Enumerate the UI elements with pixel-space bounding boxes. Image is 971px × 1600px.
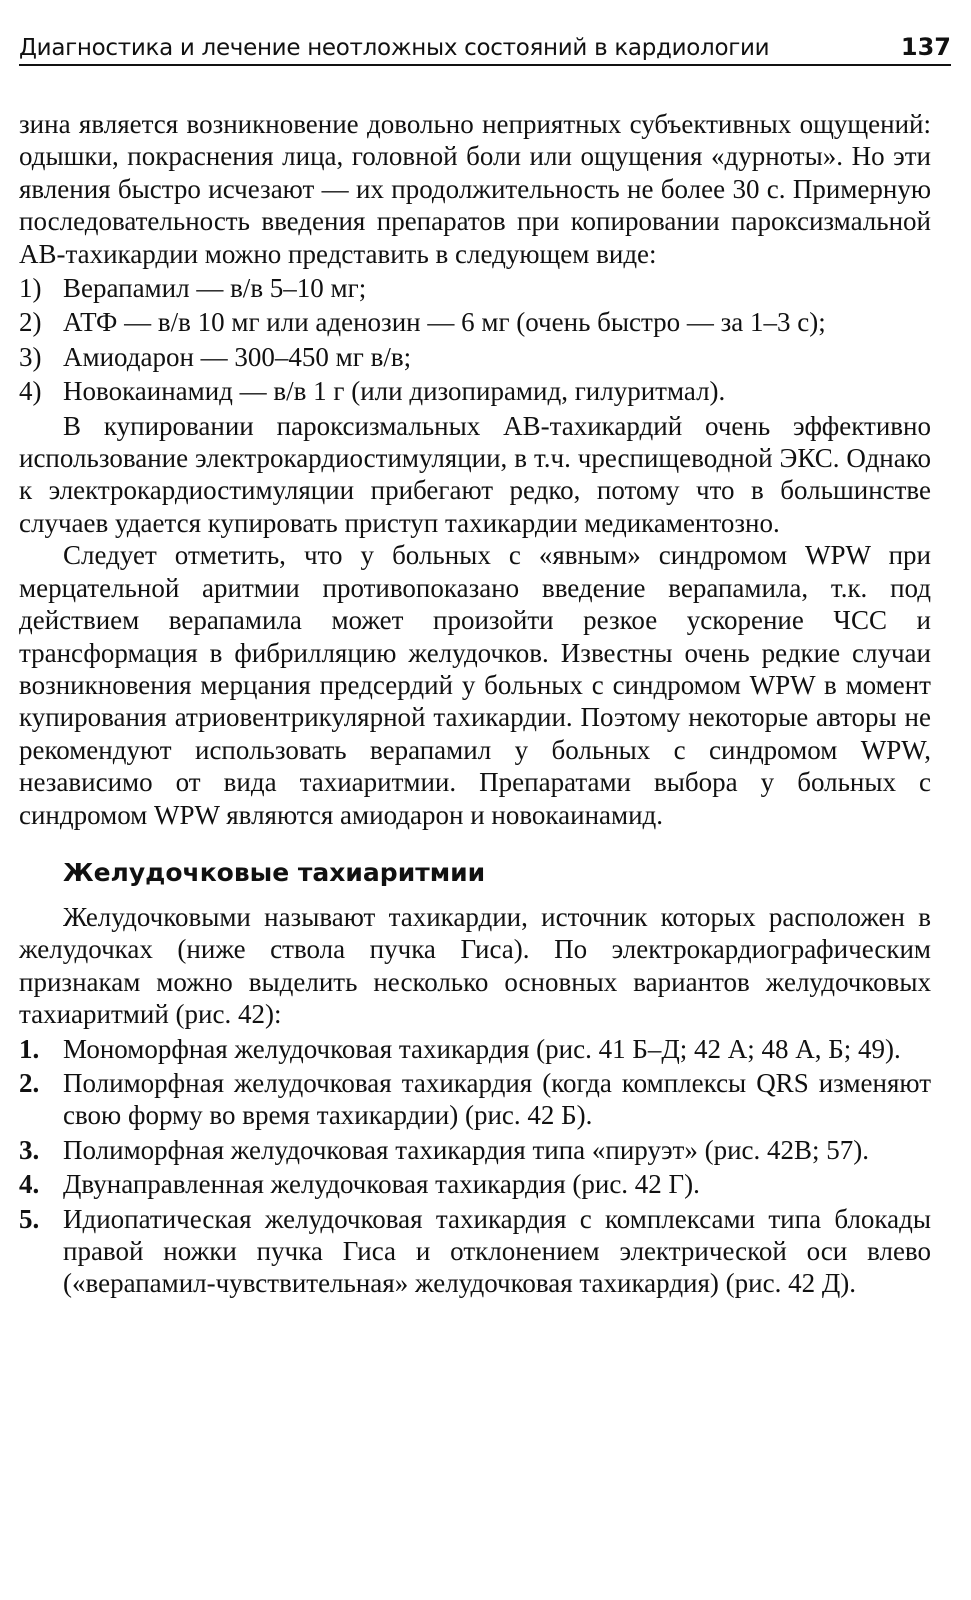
paragraph-wpw: Следует отметить, что у больных с «явным» синдромом WPW при мерцательной аритмии противопоказано введение верапамила, т.к. под действием верапамила может произойти резкое ускорение ЧСС и трансформация в фибрилляцию желудочков. Известны очень редкие случаи возникновения мерцания предсердий у больных с синдромом WPW в момент купирования атриовентрикулярной тахикардии. Поэтому некоторые авторы не рекомендуют использовать верапамил у больных с синдромом WPW, независимо от вида тахиаритмии. Препаратами выбора у больных с синдромом WPW являются амиодарон и новокаинамид. — [19, 540, 931, 830]
page-body — [19, 108, 931, 1302]
list-item — [19, 1168, 931, 1200]
list-item — [19, 1203, 931, 1300]
list-item-number: 2) — [19, 307, 42, 338]
list-item-number: 4. — [19, 1169, 40, 1200]
arrhythmia-types-list — [19, 1033, 931, 1300]
paragraph-pacing: В купировании пароксизмальных АВ-тахикардий очень эффективно использование электрокардиостимуляции, в т.ч. чреспищеводной ЭКС. Однако к электрокардиостимуляции прибегают редко, потому что в большинстве случаев удается купировать приступ тахикардии медикаментозно. — [19, 410, 931, 538]
list-item-number: 1. — [19, 1033, 40, 1064]
list-item-text: Идиопатическая желудочковая тахикардия с комплексами типа блокады правой ножки пучка Гиса и отклонением электрической оси влево («верапамил-чувствительная» желудочковая тахикардия) (рис. 42 Д). — [63, 1203, 931, 1299]
list-item — [19, 1033, 931, 1065]
list-item-text: Мономорфная желудочковая тахикардия (рис. 41 Б–Д; 42 А; 48 А, Б; 49). — [63, 1033, 901, 1064]
list-item-text: Верапамил — в/в 5–10 мг; — [63, 273, 367, 304]
list-item — [19, 272, 931, 304]
list-item — [19, 1067, 931, 1132]
list-item — [19, 341, 931, 373]
running-head: Диагностика и лечение неотложных состояний в кардиологии — [19, 35, 770, 61]
list-item — [19, 375, 931, 407]
intro-paragraph: зина является возникновение довольно неприятных субъективных ощущений: одышки, покраснения лица, головной боли или ощущения «дурноты». Но эти явления быстро исчезают — их продолжительность не более 30 с. Примерную последовательность введения препаратов при копировании пароксизмальной АВ-тахикардии можно представить в следующем виде: — [19, 109, 931, 269]
list-item-text: Двунаправленная желудочковая тахикардия (рис. 42 Г). — [63, 1169, 700, 1200]
section-heading: Желудочковые тахиаритмии — [63, 857, 486, 887]
page-header — [19, 26, 951, 66]
list-item-number: 2. — [19, 1067, 40, 1098]
list-item-number: 3. — [19, 1134, 40, 1165]
list-item — [19, 1134, 931, 1166]
page-number: 137 — [900, 33, 951, 61]
list-item-number: 4) — [19, 376, 42, 407]
drug-sequence-list — [19, 272, 931, 408]
list-item-text: АТФ — в/в 10 мг или аденозин — 6 мг (очень быстро — за 1–3 с); — [63, 307, 826, 338]
list-item-text: Амиодарон — 300–450 мг в/в; — [63, 341, 412, 372]
list-item-number: 1) — [19, 273, 42, 304]
section-paragraph: Желудочковыми называют тахикардии, источник которых расположен в желудочках (ниже ствола пучка Гиса). По электрокардиографическим признакам можно выделить несколько основных вариантов желудочковых тахиаритмий (рис. 42): — [19, 901, 931, 1030]
list-item-number: 3) — [19, 341, 42, 372]
list-item-text: Полиморфная желудочковая тахикардия (когда комплексы QRS изменяют свою форму во время тахикардии) (рис. 42 Б). — [63, 1067, 931, 1131]
list-item-text: Полиморфная желудочковая тахикардия типа «пируэт» (рис. 42В; 57). — [63, 1134, 870, 1165]
list-item — [19, 306, 931, 338]
list-item-number: 5. — [19, 1203, 40, 1234]
list-item-text: Новокаинамид — в/в 1 г (или дизопирамид, гилуритмал). — [63, 376, 726, 407]
